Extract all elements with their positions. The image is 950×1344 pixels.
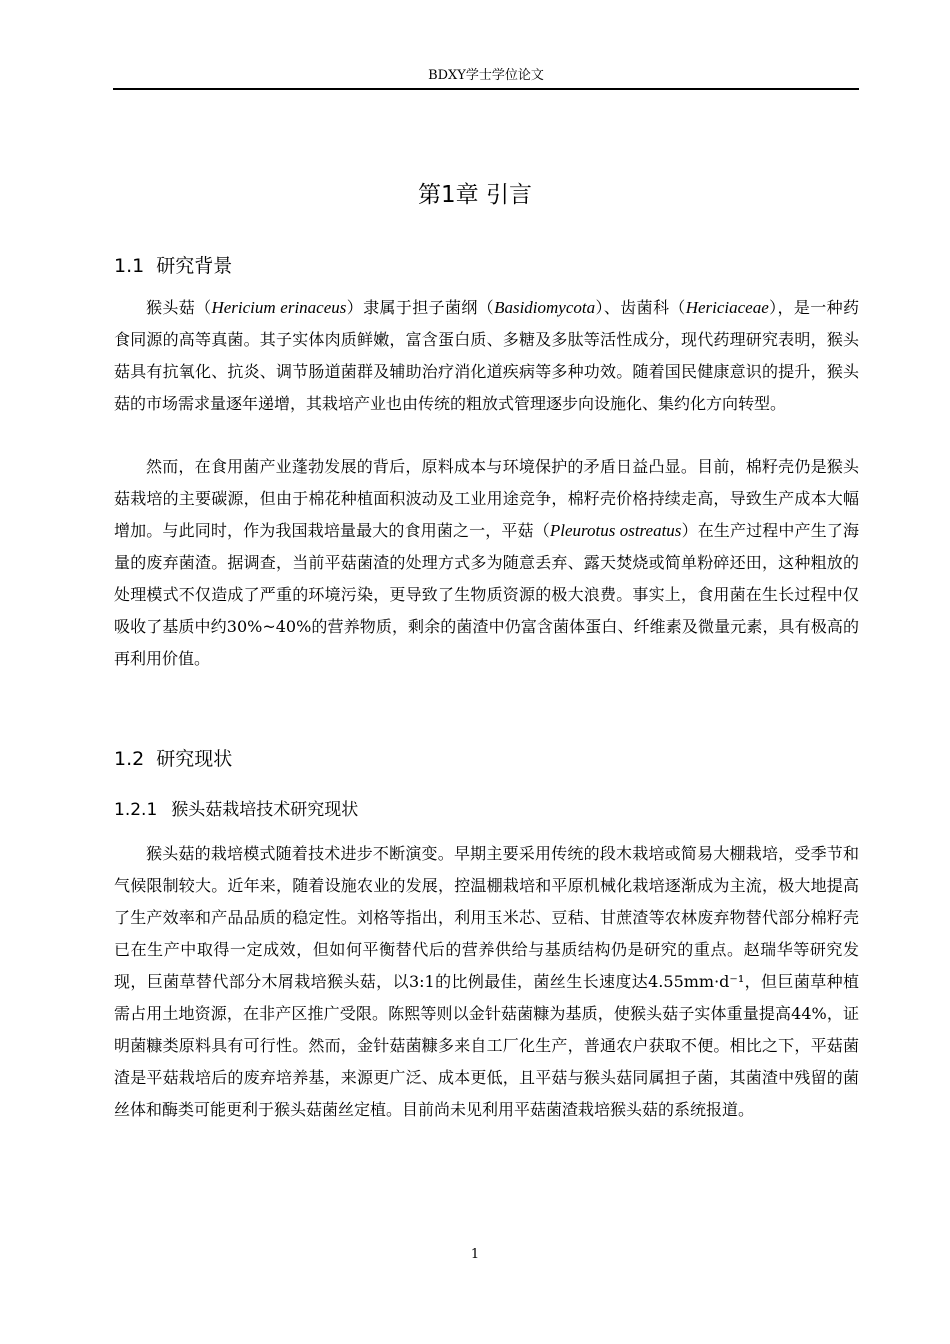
section-title: 研究背景 (156, 255, 233, 277)
subsection-title: 猴头菇栽培技术研究现状 (171, 800, 359, 820)
section-number: 1.2 (114, 748, 145, 770)
section-heading-1-1 (114, 252, 232, 280)
paragraph-text: ），是一种药食同源的高等真菌。其子实体肉质鲜嫩，富含蛋白质、多糖及多肽等活性成分，现代药理研究表明，猴头菇具有抗氧化、抗炎、调节肠道菌群及辅助治疗消化道疾病等多种功效。随着国民健康意识的提升，猴头菇的市场需求量逐年递增，其栽培产业也由传统的粗放式管理逐步向设施化、集约化方向转型。 (114, 298, 859, 413)
paragraph-text: 然而，在食用菌产业蓬勃发展的背后，原料成本与环境保护的矛盾日益凸显。目前，棉籽壳仍是猴头菇栽培的主要碳源，但由于棉花种植面积波动及工业用途竞争，棉籽壳价格持续走高，导致生产成本大幅增加。与此同时，作为我国栽培量最大的食用菌之一，平菇（ (114, 457, 859, 540)
page-number: 1 (470, 1247, 480, 1262)
section-heading-1-2 (114, 745, 232, 773)
chapter-title: 第1章 引言 (418, 182, 532, 208)
running-header: BDXY学士学位论文 (428, 68, 544, 83)
paragraph-status-1 (114, 838, 859, 1126)
paragraph-text: ）在生产过程中产生了海量的废弃菌渣。据调查，当前平菇菌渣的处理方式多为随意丢弃、露天焚烧或简单粉碎还田，这种粗放的处理模式不仅造成了严重的环境污染，更导致了生物质资源的极大浪费。事实上，食用菌在生长过程中仅吸收了基质中约30%~40%的营养物质，剩余的菌渣中仍富含菌体蛋白、纤维素及微量元素，具有极高的再利用价值。 (114, 521, 859, 668)
paragraph-background-2 (114, 451, 859, 675)
latin-name: Hericiaceae (685, 298, 769, 317)
latin-name: Basidiomycota (494, 298, 596, 317)
paragraph-background-1 (114, 292, 859, 420)
subsection-heading-1-2-1 (114, 797, 358, 823)
paragraph-text: 猴头菇的栽培模式随着技术进步不断演变。早期主要采用传统的段木栽培或简易大棚栽培，受季节和气候限制较大。近年来，随着设施农业的发展，控温棚栽培和平原机械化栽培逐渐成为主流，极大地提高了生产效率和产品品质的稳定性。刘格等指出，利用玉米芯、豆秸、甘蔗渣等农林废弃物替代部分棉籽壳已在生产中取得一定成效，但如何平衡替代后的营养供给与基质结构仍是研究的重点。赵瑞华等研究发现，巨菌草替代部分木屑栽培猴头菇，以3:1的比例最佳，菌丝生长速度达4.55mm·d⁻¹，但巨菌草种植需占用土地资源，在非产区推广受限。陈熙等则以金针菇菌糠为基质，使猴头菇子实体重量提高44%，证明菌糠类原料具有可行性。然而，金针菇菌糠多来自工厂化生产，普通农户获取不便。相比之下，平菇菌渣是平菇栽培后的废弃培养基，来源更广泛、成本更低，且平菇与猴头菇同属担子菌，其菌渣中残留的菌丝体和酶类可能更利于猴头菇菌丝定植。目前尚未见利用平菇菌渣栽培猴头菇的系统报道。 (114, 844, 859, 1119)
paragraph-text: 猴头菇（ (146, 298, 212, 317)
section-title: 研究现状 (156, 748, 233, 770)
section-number: 1.1 (114, 255, 145, 277)
latin-name: Pleurotus ostreatus (549, 521, 682, 540)
latin-name: Hericium erinaceus (211, 298, 347, 317)
header-rule (113, 88, 859, 90)
subsection-number: 1.2.1 (114, 800, 158, 820)
paragraph-text: ）、齿菌科（ (595, 298, 686, 317)
paragraph-text: ）隶属于担子菌纲（ (346, 298, 495, 317)
